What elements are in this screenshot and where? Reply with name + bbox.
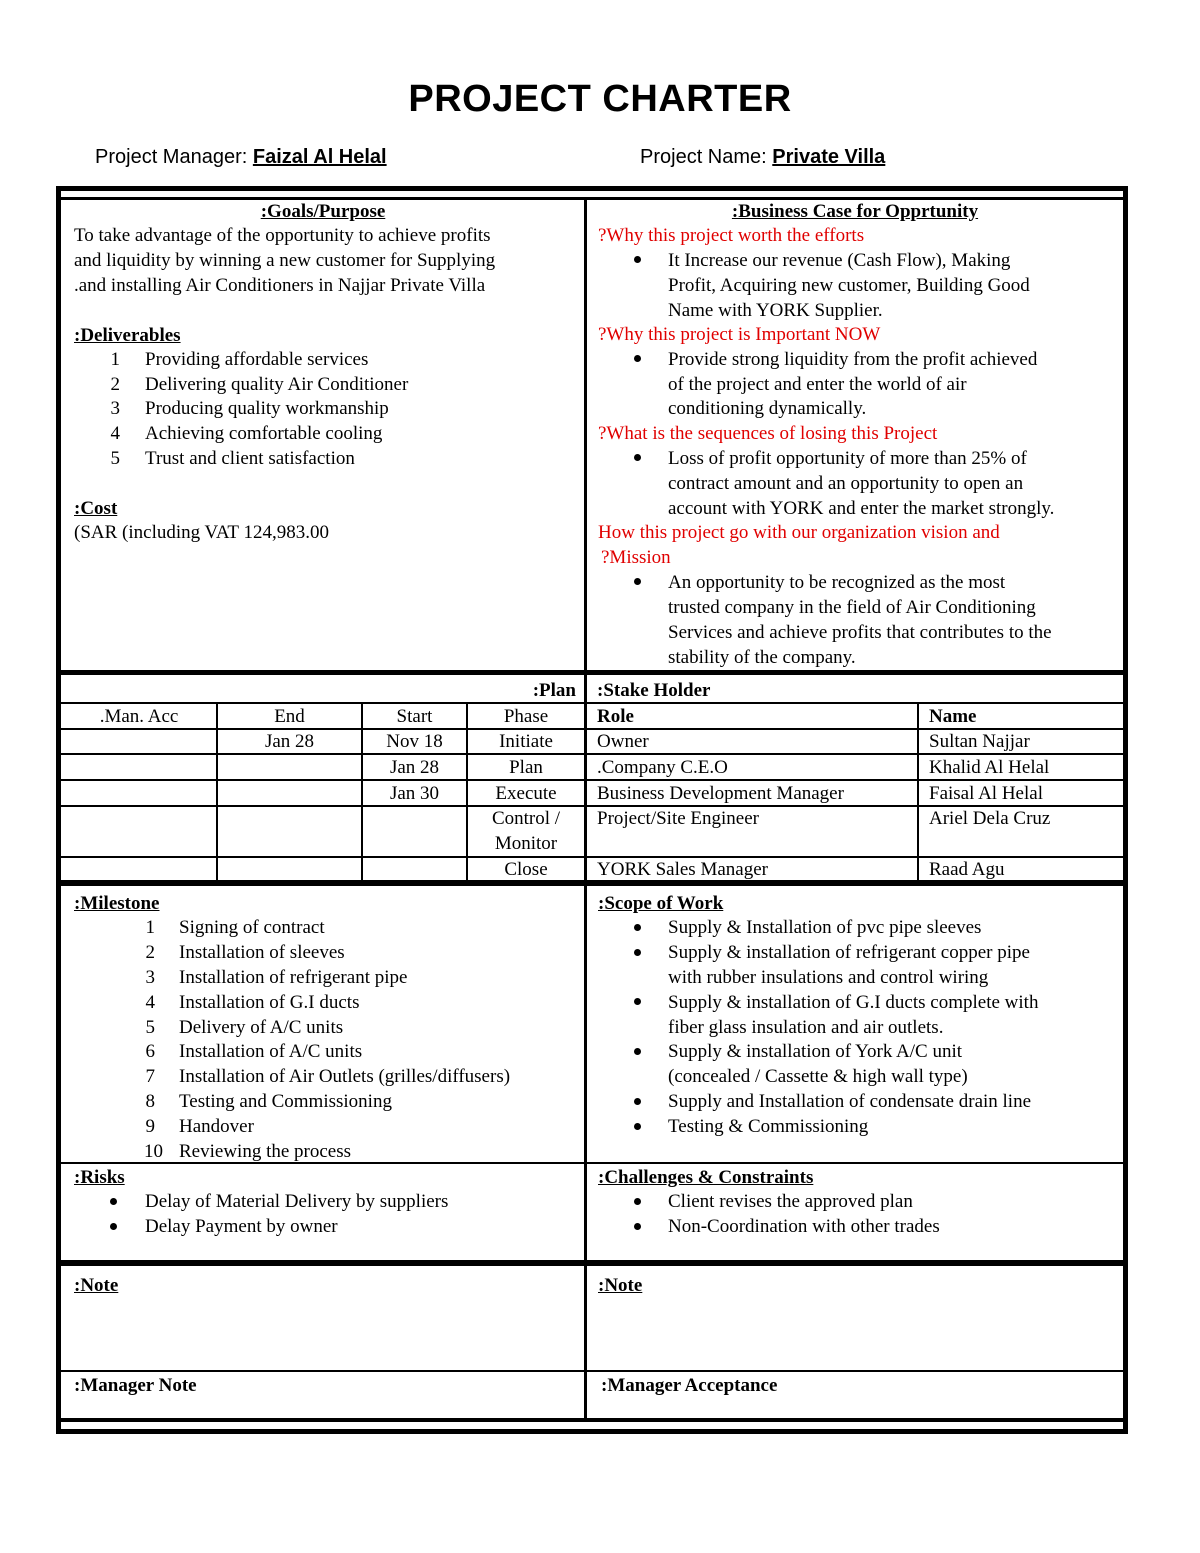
divider [61, 670, 1123, 675]
list-number: 3 [110, 398, 120, 419]
business-question: ?Why this project worth the efforts [598, 225, 865, 246]
bullet-icon [634, 1123, 641, 1130]
project-manager-value: Faizal Al Helal [252, 146, 387, 168]
milestone-item: Signing of contract [179, 917, 325, 938]
scope-heading: :Scope of Work [598, 893, 724, 914]
stakeholder-name: Khalid Al Helal [929, 757, 1050, 778]
plan-phase: Plan [509, 757, 543, 778]
stakeholder-heading: :Stake Holder [597, 680, 711, 701]
business-answer-line: Loss of profit opportunity of more than 25% of [668, 448, 1027, 469]
bullet-icon [634, 1098, 641, 1105]
scope-item: with rubber insulations and control wiring [668, 967, 989, 988]
scope-item: Supply & installation of refrigerant copper pipe [668, 942, 1030, 963]
cost-value: (SAR (including VAT 124,983.00 [74, 522, 329, 543]
scope-item: Supply and Installation of condensate drain line [668, 1091, 1032, 1112]
plan-phase: Control / [491, 808, 561, 829]
project-manager-label: Project Manager: [95, 146, 253, 168]
goals-heading: :Goals/Purpose [260, 201, 386, 222]
bullet-icon [634, 256, 641, 263]
milestone-item: Handover [179, 1116, 254, 1137]
list-number: 2 [145, 942, 155, 963]
business-case-heading: :Business Case for Opprtunity [731, 201, 979, 222]
stakeholder-name: Faisal Al Helal [929, 783, 1043, 804]
divider [61, 1418, 1123, 1422]
stakeholder-role: Owner [597, 731, 649, 752]
plan-phase: Initiate [499, 731, 553, 752]
business-answer-line: contract amount and an opportunity to open an [668, 473, 1024, 494]
bullet-icon [634, 924, 641, 931]
list-number: 1 [145, 917, 155, 938]
challenges-heading: :Challenges & Constraints [598, 1167, 814, 1188]
bullet-icon [634, 1223, 641, 1230]
scope-item: Testing & Commissioning [668, 1116, 869, 1137]
stakeholder-name-header: Name [929, 706, 977, 727]
scope-item: Supply & installation of York A/C unit [668, 1041, 963, 1062]
plan-start: Jan 28 [389, 757, 440, 778]
deliverable-item: Providing affordable services [145, 349, 369, 370]
scope-item: fiber glass insulation and air outlets. [668, 1017, 944, 1038]
bullet-icon [634, 1198, 641, 1205]
milestone-item: Testing and Commissioning [179, 1091, 392, 1112]
risk-item: Delay Payment by owner [145, 1216, 338, 1237]
list-number: 5 [145, 1017, 155, 1038]
scope-item: Supply & Installation of pvc pipe sleeves [668, 917, 982, 938]
milestone-item: Installation of refrigerant pipe [179, 967, 408, 988]
plan-phase: Close [504, 859, 548, 880]
deliverables-heading: :Deliverables [74, 325, 181, 346]
list-number: 9 [145, 1116, 155, 1137]
plan-column-header: .Man. Acc [99, 706, 179, 727]
stakeholder-role: YORK Sales Manager [597, 859, 768, 880]
divider [61, 1260, 1123, 1266]
plan-heading: :Plan [532, 680, 576, 701]
list-number: 3 [145, 967, 155, 988]
project-manager-line [95, 146, 387, 169]
goals-line: .and installing Air Conditioners in Najjar Private Villa [74, 275, 486, 296]
bullet-icon [634, 454, 641, 461]
plan-column-header: Start [396, 706, 433, 727]
plan-start: Nov 18 [386, 731, 443, 752]
milestone-item: Installation of sleeves [179, 942, 345, 963]
milestone-heading: :Milestone [74, 893, 160, 914]
list-number: 5 [110, 448, 120, 469]
list-number: 10 [144, 1141, 163, 1162]
business-answer-line: trusted company in the field of Air Conditioning [668, 597, 1036, 618]
bullet-icon [634, 578, 641, 585]
stakeholder-role-header: Role [597, 706, 634, 727]
bullet-icon [110, 1223, 117, 1230]
business-answer-line: stability of the company. [668, 647, 856, 668]
goals-line: and liquidity by winning a new customer for Supplying [74, 250, 496, 271]
business-question: How this project go with our organization vision and [598, 522, 1000, 543]
project-name-line [640, 146, 885, 169]
milestone-item: Installation of Air Outlets (grilles/diffusers) [179, 1066, 511, 1087]
stakeholder-role: Project/Site Engineer [597, 808, 759, 829]
milestone-item: Reviewing the process [179, 1141, 352, 1162]
business-answer-line: Services and achieve profits that contributes to the [668, 622, 1052, 643]
scope-item: Supply & installation of G.I ducts complete with [668, 992, 1039, 1013]
stakeholder-role: Business Development Manager [597, 783, 844, 804]
project-name-value: Private Villa [772, 146, 886, 168]
cost-heading: :Cost [74, 498, 118, 519]
list-number: 7 [145, 1066, 155, 1087]
deliverable-item: Achieving comfortable cooling [145, 423, 383, 444]
plan-end: Jan 28 [264, 731, 315, 752]
bullet-icon [634, 949, 641, 956]
project-name-label: Project Name: [640, 146, 773, 168]
list-number: 4 [145, 992, 155, 1013]
challenge-item: Non-Coordination with other trades [668, 1216, 940, 1237]
manager-note-heading: :Manager Note [74, 1375, 197, 1396]
list-number: 2 [110, 374, 120, 395]
goals-line: To take advantage of the opportunity to achieve profits [74, 225, 491, 246]
business-answer-line: account with YORK and enter the market strongly. [668, 498, 1055, 519]
list-number: 6 [145, 1041, 155, 1062]
business-answer-line: An opportunity to be recognized as the most [668, 572, 1006, 593]
stakeholder-name: Ariel Dela Cruz [929, 808, 1051, 829]
plan-phase: Execute [495, 783, 557, 804]
list-number: 1 [110, 349, 120, 370]
plan-column-header: Phase [503, 706, 549, 727]
plan-start: Jan 30 [389, 783, 440, 804]
business-question: ?Why this project is Important NOW [598, 324, 881, 345]
business-answer-line: of the project and enter the world of air [668, 374, 967, 395]
manager-acceptance-heading: :Manager Acceptance [601, 1375, 778, 1396]
divider [61, 1370, 1123, 1372]
note-right-heading: :Note [598, 1275, 643, 1296]
bullet-icon [634, 998, 641, 1005]
plan-column-header: End [274, 706, 305, 727]
milestone-item: Installation of A/C units [179, 1041, 363, 1062]
list-number: 4 [110, 423, 120, 444]
business-question: ?What is the sequences of losing this Project [598, 423, 938, 444]
business-answer-line: Profit, Acquiring new customer, Building Good [668, 275, 1030, 296]
milestone-item: Delivery of A/C units [179, 1017, 344, 1038]
stakeholder-name: Raad Agu [929, 859, 1005, 880]
plan-phase: Monitor [494, 833, 558, 854]
milestone-item: Installation of G.I ducts [179, 992, 360, 1013]
document-title: PROJECT CHARTER [408, 78, 792, 120]
business-answer-line: Name with YORK Supplier. [668, 300, 883, 321]
list-number: 8 [145, 1091, 155, 1112]
deliverable-item: Trust and client satisfaction [145, 448, 355, 469]
risks-heading: :Risks [74, 1167, 125, 1188]
deliverable-item: Delivering quality Air Conditioner [145, 374, 409, 395]
bullet-icon [634, 1048, 641, 1055]
stakeholder-role: .Company C.E.O [597, 757, 728, 778]
bullet-icon [110, 1198, 117, 1205]
challenge-item: Client revises the approved plan [668, 1191, 913, 1212]
note-left-heading: :Note [74, 1275, 119, 1296]
business-answer-line: conditioning dynamically. [668, 398, 867, 419]
business-answer-line: It Increase our revenue (Cash Flow), Making [668, 250, 1011, 271]
business-answer-line: Provide strong liquidity from the profit achieved [668, 349, 1038, 370]
scope-item: (concealed / Cassette & high wall type) [668, 1066, 968, 1087]
stake-col-divider [917, 703, 919, 883]
center-divider [584, 197, 587, 1421]
stakeholder-name: Sultan Najjar [929, 731, 1030, 752]
business-question: ?Mission [601, 547, 671, 568]
bullet-icon [634, 355, 641, 362]
risk-item: Delay of Material Delivery by suppliers [145, 1191, 449, 1212]
deliverable-item: Producing quality workmanship [145, 398, 389, 419]
